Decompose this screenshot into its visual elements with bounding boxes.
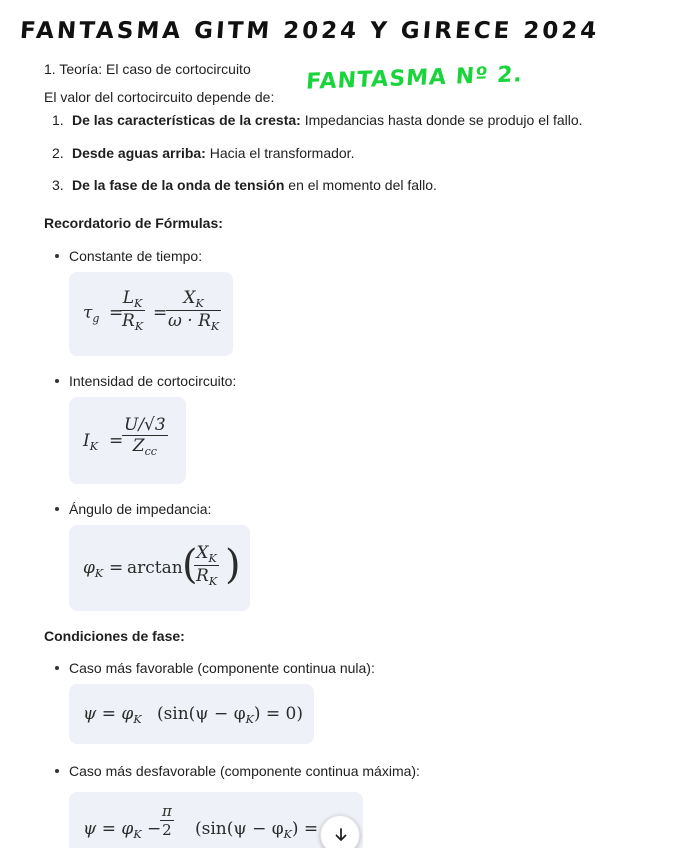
formula-label: Intensidad de cortocircuito: — [69, 373, 237, 389]
subscript: g — [92, 312, 100, 325]
list-item-bold: De la fase de la onda de tensión — [72, 177, 285, 193]
list-item-text: Hacia el transformador. — [205, 145, 355, 161]
formulas-heading: Recordatorio de Fórmulas: — [44, 215, 223, 231]
equals-sign: = — [153, 303, 168, 323]
formula-label: Ángulo de impedancia: — [69, 501, 212, 517]
right-paren: ) — [225, 542, 241, 588]
formula-label: Constante de tiempo: — [69, 248, 203, 264]
handwritten-title: FANTASMA GITM 2024 Y GIRECE 2024 — [19, 18, 601, 44]
list-item — [72, 176, 437, 194]
bullet — [55, 254, 59, 258]
list-number: 2. — [52, 145, 64, 161]
left-paren: ( — [182, 542, 198, 588]
formula-impedance-angle — [69, 525, 250, 611]
fraction-u-over-z: U/√3 $Z_{cc}$ — [124, 415, 166, 458]
phase-label: Caso más favorable (componente continua nula): — [69, 660, 375, 676]
fraction-x-over-r: $\frac{X_K}{R_K}$ — [196, 543, 218, 588]
equals-sign: = — [109, 303, 124, 323]
formula-favorable-case: $\psi = \varphi_K$ $(\sin(\psi - \varphi_K) = 0)$ — [69, 684, 314, 744]
list-item — [72, 144, 354, 162]
bullet — [55, 769, 59, 773]
subscript: K — [94, 567, 104, 580]
formula-time-constant — [69, 272, 233, 356]
fraction-pi-over-2: $\frac{\pi}{2}$ — [162, 802, 172, 839]
symbol-i: I — [83, 431, 90, 451]
bullet — [55, 666, 59, 670]
bullet — [55, 379, 59, 383]
list-item — [72, 111, 583, 129]
subscript: K — [89, 440, 98, 453]
list-number: 1. — [52, 112, 64, 128]
phase-label: Caso más desfavorable (componente continua máxima): — [69, 763, 420, 779]
arrow-down-icon — [335, 828, 347, 842]
arctan-text: arctan — [127, 558, 183, 578]
symbol-tau: τ — [83, 303, 93, 323]
list-number: 3. — [52, 177, 64, 193]
fraction-l-over-r: $\frac{L_K}{R_K}$ — [122, 288, 144, 333]
section-heading: 1. Teoría: El caso de cortocircuito — [44, 61, 251, 77]
symbol-phi: φ — [83, 558, 95, 578]
list-item-bold: De las características de la cresta: — [72, 112, 301, 128]
scroll-down-button[interactable] — [320, 815, 360, 848]
intro-text: El valor del cortocircuito depende de: — [44, 89, 275, 105]
list-item-text: Impedancias hasta donde se produjo el fallo. — [300, 112, 583, 128]
formula-short-circuit-current — [69, 397, 186, 484]
list-item-bold: Desde aguas arriba: — [72, 145, 206, 161]
equals-sign: = — [109, 558, 124, 578]
bullet — [55, 507, 59, 511]
list-item-text: en el momento del fallo. — [284, 177, 437, 193]
phase-heading: Condiciones de fase: — [44, 628, 185, 644]
formula-unfavorable-case: $\psi = \varphi_K$ − $\frac{\pi}{2}$ ($\sin(\psi - \varphi_K)$ = — [69, 792, 363, 848]
equals-sign: = — [109, 431, 124, 451]
fraction-x-over-wr: $\frac{X_K}{\omega \cdot R_K}$ — [168, 288, 220, 333]
handwritten-label: FANTASMA Nº 2. — [305, 62, 524, 95]
